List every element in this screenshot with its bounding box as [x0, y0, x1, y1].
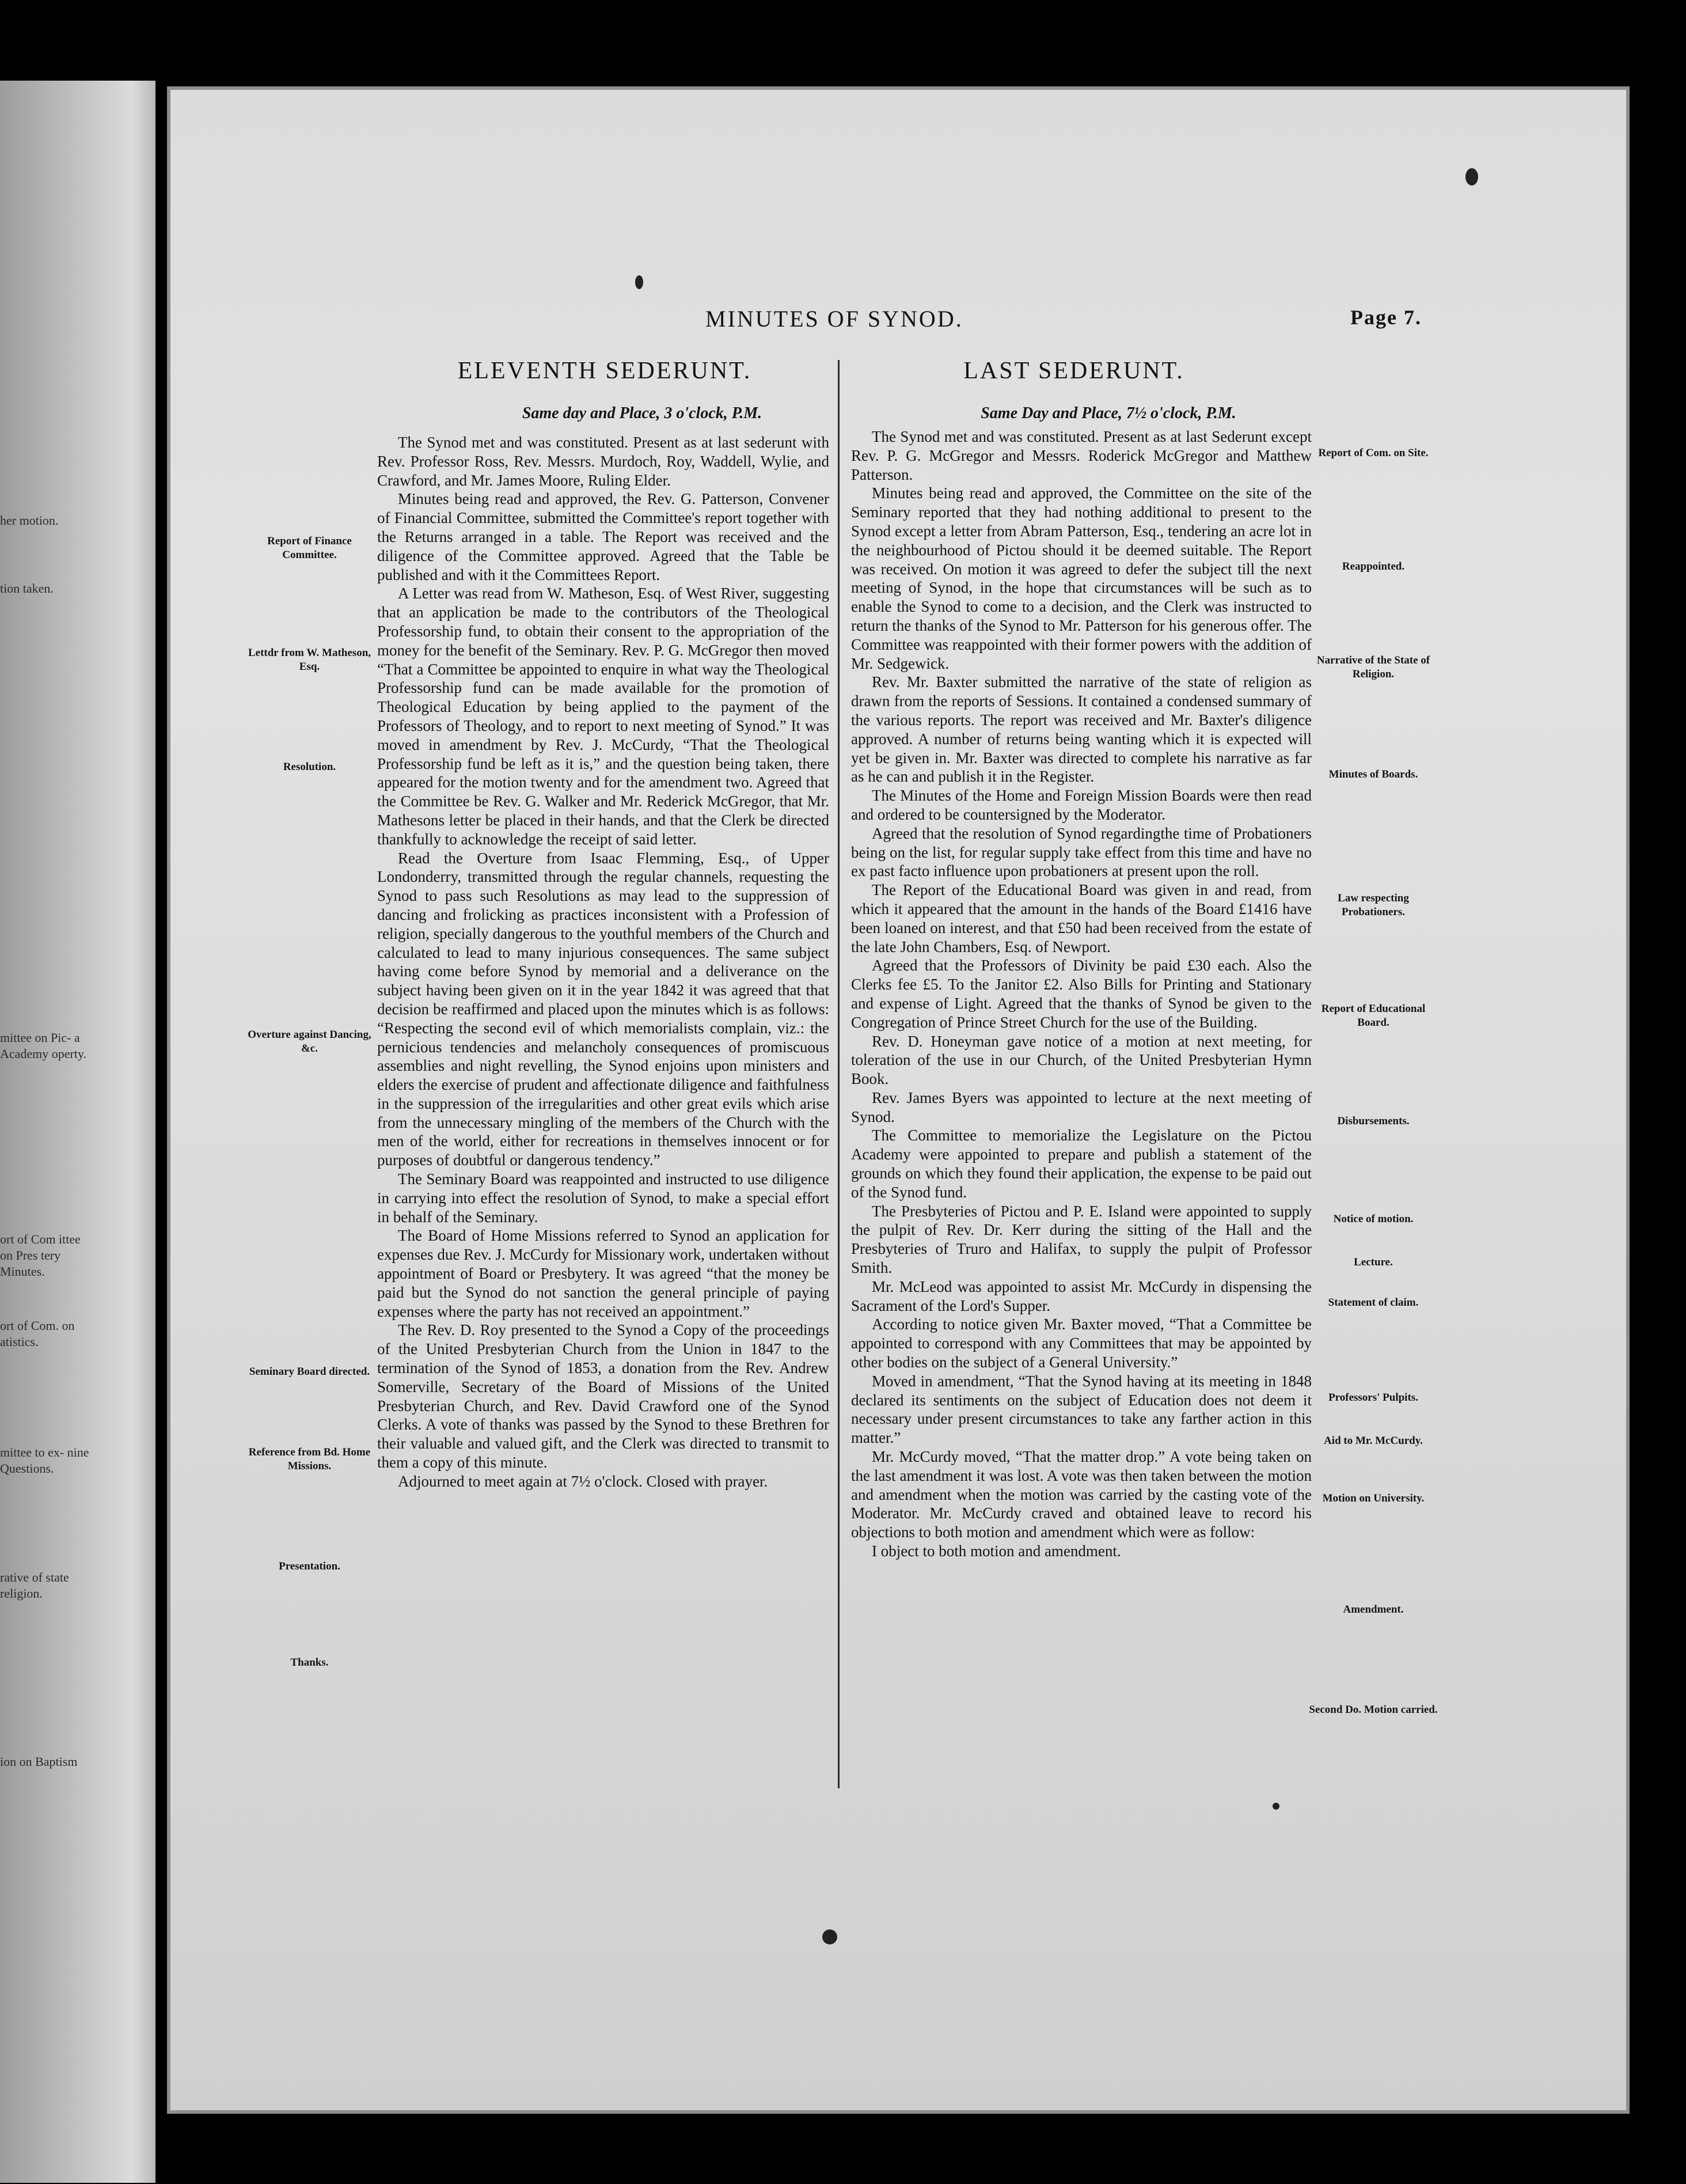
paragraph: Read the Overture from Isaac Flemming, Esq., of Upper Londonderry, transmitted through the regular channels, requesting the Synod to pass such Resolutions as may lead to the suppression of dancing and frolicking as practices inconsistent with a Profession of religion, specially dangerous to the youthful members of the Church and calculated to lead to many injurious consequences. The same subject having come before Synod by memorial and a deliverance on the subject having been given on it in the year 1842 it was agreed that that decision be reaffirmed and placed upon the minutes which is as follows: “Respecting the second evil of which memorialists complain, viz.: the pernicious tendencies and melancholy consequences of promiscuous assemblies and night revelling, the Synod enjoins upon ministers and elders the exercise of prudent and affectionate diligence and faithfulness in the suppression of the irregularities and other great evils which arise from the unnecessary mingling of the members of the Church with the men of the world, either for recreations in themselves innocent or for purposes of doubtful or dangerous tendency.”	[377, 849, 829, 1169]
margin-note: Overture against Dancing, &c.	[248, 1029, 371, 1055]
previous-page-edge	[0, 81, 155, 2183]
paragraph: The Synod met and was constituted. Present as at last sederunt with Rev. Professor Ross, Rev. Messrs. Murdoch, Roy, Waddell, Wylie, and Crawford, and Mr. James Moore, Ruling Elder.	[377, 434, 829, 489]
margin-note: Resolution.	[283, 761, 336, 773]
paragraph: The Board of Home Missions referred to Synod an application for expenses due Rev. J. McCurdy for Missionary work, undertaken without appointment of Board or Presbytery. It was agreed “that the money be paid but the Synod do not sanction the general principle of paying expenses where the party has not received an appointment.”	[377, 1227, 829, 1320]
margin-note: Disbursements.	[1337, 1115, 1410, 1127]
right-column-text	[851, 427, 1312, 1561]
margin-note: Seminary Board directed.	[249, 1366, 370, 1378]
previous-page-note: mittee on Pic- a Academy operty.	[0, 1030, 87, 1061]
previous-page-note: rative of state religion.	[0, 1570, 69, 1601]
ink-blot	[822, 1929, 837, 1944]
margin-note: Report of Com. on Site.	[1318, 447, 1429, 459]
margin-note: Aid to Mr. McCurdy.	[1324, 1435, 1423, 1447]
paragraph: Rev. James Byers was appointed to lecture at the next meeting of Synod.	[851, 1089, 1312, 1125]
running-head-title: MINUTES OF SYNOD.	[705, 306, 963, 332]
paragraph: The Rev. D. Roy presented to the Synod a Copy of the proceedings of the United Presbyterian Church from the Union in 1847 to the termination of the Synod of 1853, a donation from the Rev. Andrew Somerville, Secretary of the Board of Missions of the United Presbyterian Church, and Rev. David Crawford one of the Synod Clerks. A vote of thanks was passed by the Synod to these Brethren for their valuable and valued gift, and the Clerk was directed to transmit to them a copy of this minute.	[377, 1321, 829, 1472]
right-column-subheading: Same Day and Place, 7½ o'clock, P.M.	[981, 404, 1236, 422]
previous-page-note: ion on Baptism	[0, 1754, 78, 1769]
paragraph: The Minutes of the Home and Foreign Mission Boards were then read and ordered to be countersigned by the Moderator.	[851, 787, 1312, 823]
margin-note: Narrative of the State of Religion.	[1316, 654, 1430, 680]
margin-note: Report of Finance Committee.	[267, 535, 352, 561]
paragraph: Rev. D. Honeyman gave notice of a motion at next meeting, for toleration of the use in our Church, of the United Presbyterian Hymn Book.	[851, 1032, 1312, 1088]
paragraph: Minutes being read and approved, the Committee on the site of the Seminary reported that they had nothing additional to present to the Synod except a letter from Abram Patterson, Esq., tendering an acre lot in the neighbourhood of Pictou should it be deemed suitable. The Report was received. On motion it was agreed to defer the subject till the next meeting of Synod, in the hope that circumstances will be such as to enable the Synod to come to a decision, and the Clerk was instructed to return the thanks of the Synod to Mr. Patterson for his generous offer. The Committee was reappointed with their former powers with the addition of Mr. Sedgewick.	[851, 484, 1312, 672]
paragraph: According to notice given Mr. Baxter moved, “That a Committee be appointed to correspond with any Committees that may be appointed by other bodies on the subject of a General University.”	[851, 1315, 1312, 1371]
page-number: Page 7.	[1350, 306, 1422, 329]
margin-note: Notice of motion.	[1333, 1213, 1414, 1225]
paragraph: Rev. Mr. Baxter submitted the narrative of the state of religion as drawn from the reports of Sessions. It contained a condensed summary of the various reports. The report was received and Mr. Baxter's diligence approved. A number of returns being wanting which it is expected will yet be given in. Mr. Baxter was directed to complete his narrative as far as he can and publish it in the Register.	[851, 673, 1312, 786]
margin-note: Lettdr from W. Matheson, Esq.	[248, 647, 371, 673]
paragraph: Agreed that the Professors of Divinity be paid £30 each. Also the Clerks fee £5. To the Janitor £2. Also Bills for Printing and Stationary and expense of Light. Agreed that the thanks of Synod be given to the Congregation of Prince Street Church for the use of the Building.	[851, 957, 1312, 1031]
margin-note: Motion on University.	[1322, 1492, 1425, 1504]
paragraph: Mr. McLeod was appointed to assist Mr. McCurdy in dispensing the Sacrament of the Lord's Supper.	[851, 1277, 1312, 1314]
paragraph: The Report of the Educational Board was given in and read, from which it appeared that the amount in the hands of the Board £1416 have been loaned on interest, and that £50 had been received from the estate of the late John Chambers, Esq. of Newport.	[851, 881, 1312, 955]
ink-blot	[1465, 168, 1478, 185]
previous-page-note: her motion.	[0, 513, 59, 528]
paragraph: Mr. McCurdy moved, “That the matter drop.” A vote being taken on the last amendment it was lost. A vote was then taken between the motion and amendment when the motion was carried by the casting vote of the Moderator. Mr. McCurdy craved and obtained leave to record his objections to both motion and amendment which were as follow:	[851, 1448, 1312, 1541]
margin-note: Second Do. Motion carried.	[1309, 1704, 1438, 1716]
paragraph: Minutes being read and approved, the Rev. G. Patterson, Convener of Financial Committee, submitted the Committee's report together with the Returns arranged in a table. The Report was received and the diligence of the Committee approved. Agreed that the Table be published and with it the Committees Report.	[377, 490, 829, 583]
margin-note: Reference from Bd. Home Missions.	[248, 1446, 371, 1472]
paragraph: The Seminary Board was reappointed and instructed to use diligence in carrying into effect the resolution of Synod, to make a special effort in behalf of the Seminary.	[377, 1170, 829, 1226]
margin-note: Presentation.	[279, 1560, 340, 1572]
left-column-text	[377, 433, 829, 1491]
margin-note: Thanks.	[290, 1656, 329, 1669]
margin-note: Report of Educational Board.	[1321, 1003, 1426, 1029]
margin-note: Statement of claim.	[1328, 1296, 1419, 1309]
paragraph: I object to both motion and amendment.	[872, 1542, 1121, 1560]
paragraph: Adjourned to meet again at 7½ o'clock. Closed with prayer.	[398, 1472, 768, 1490]
previous-page-note: mittee to ex- nine Questions.	[0, 1445, 89, 1476]
left-column-heading: ELEVENTH SEDERUNT.	[457, 358, 752, 384]
previous-page-note: tion taken.	[0, 581, 54, 596]
paragraph: The Committee to memorialize the Legislature on the Pictou Academy were appointed to prepare and publish a statement of the grounds on which they found their application, the expense to be paid out of the Synod fund.	[851, 1127, 1312, 1201]
margin-note: Law respecting Probationers.	[1338, 892, 1409, 918]
left-column-subheading: Same day and Place, 3 o'clock, P.M.	[522, 404, 762, 422]
margin-note: Minutes of Boards.	[1328, 768, 1418, 780]
paragraph: The Synod met and was constituted. Present as at last Sederunt except Rev. P. G. McGregor and Messrs. Roderick McGregor and Matthew Patterson.	[851, 428, 1312, 483]
ink-blot	[1273, 1803, 1279, 1810]
column-divider	[838, 360, 840, 1788]
margin-note: Reappointed.	[1342, 560, 1405, 572]
right-column-heading: LAST SEDERUNT.	[963, 358, 1184, 384]
margin-note: Amendment.	[1343, 1603, 1404, 1616]
paragraph: Moved in amendment, “That the Synod having at its meeting in 1848 declared its sentiments on the subject of Education does not deem it necessary under present circumstances to take any farther action in this matter.”	[851, 1372, 1312, 1447]
margin-note: Professors' Pulpits.	[1328, 1391, 1418, 1404]
previous-page-note: ort of Com. on atistics.	[0, 1318, 75, 1349]
paragraph: The Presbyteries of Pictou and P. E. Island were appointed to supply the pulpit of Rev. Dr. Kerr during the sitting of the Hall and the Presbyteries of Truro and Halifax, to supply the pulpit of Professor Smith.	[851, 1202, 1312, 1277]
paragraph: A Letter was read from W. Matheson, Esq. of West River, suggesting that an application be made to the contributors of the Theological Professorship fund, to obtain their consent to the appropriation of the money for the benefit of the Seminary. Rev. P. G. McGregor then moved “That a Committee be appointed to enquire in what way the Theological Professorship fund can be made available for the promotion of Theological Education by being applied to the payment of the Professors of Theology, and to report to next meeting of Synod.” It was moved in amendment by Rev. J. McCurdy, “That the Theological Professorship fund be left as it is,” and the question being taken, there appeared for the motion twenty and for the amendment two. Agreed that the Committee be Rev. G. Walker and Mr. Rederick McGregor, that Mr. Mathesons letter be placed in their hands, and that the Clerk be directed thankfully to acknowledge the receipt of said letter.	[377, 585, 829, 848]
previous-page-note: ort of Com ittee on Pres tery Minutes.	[0, 1232, 81, 1279]
paragraph: Agreed that the resolution of Synod regardingthe time of Probationers being on the list, for regular supply take effect from this time and have no ex past facto influence upon probationers at present upon the roll.	[851, 824, 1312, 880]
margin-note: Lecture.	[1354, 1256, 1393, 1268]
ink-blot	[635, 275, 643, 289]
